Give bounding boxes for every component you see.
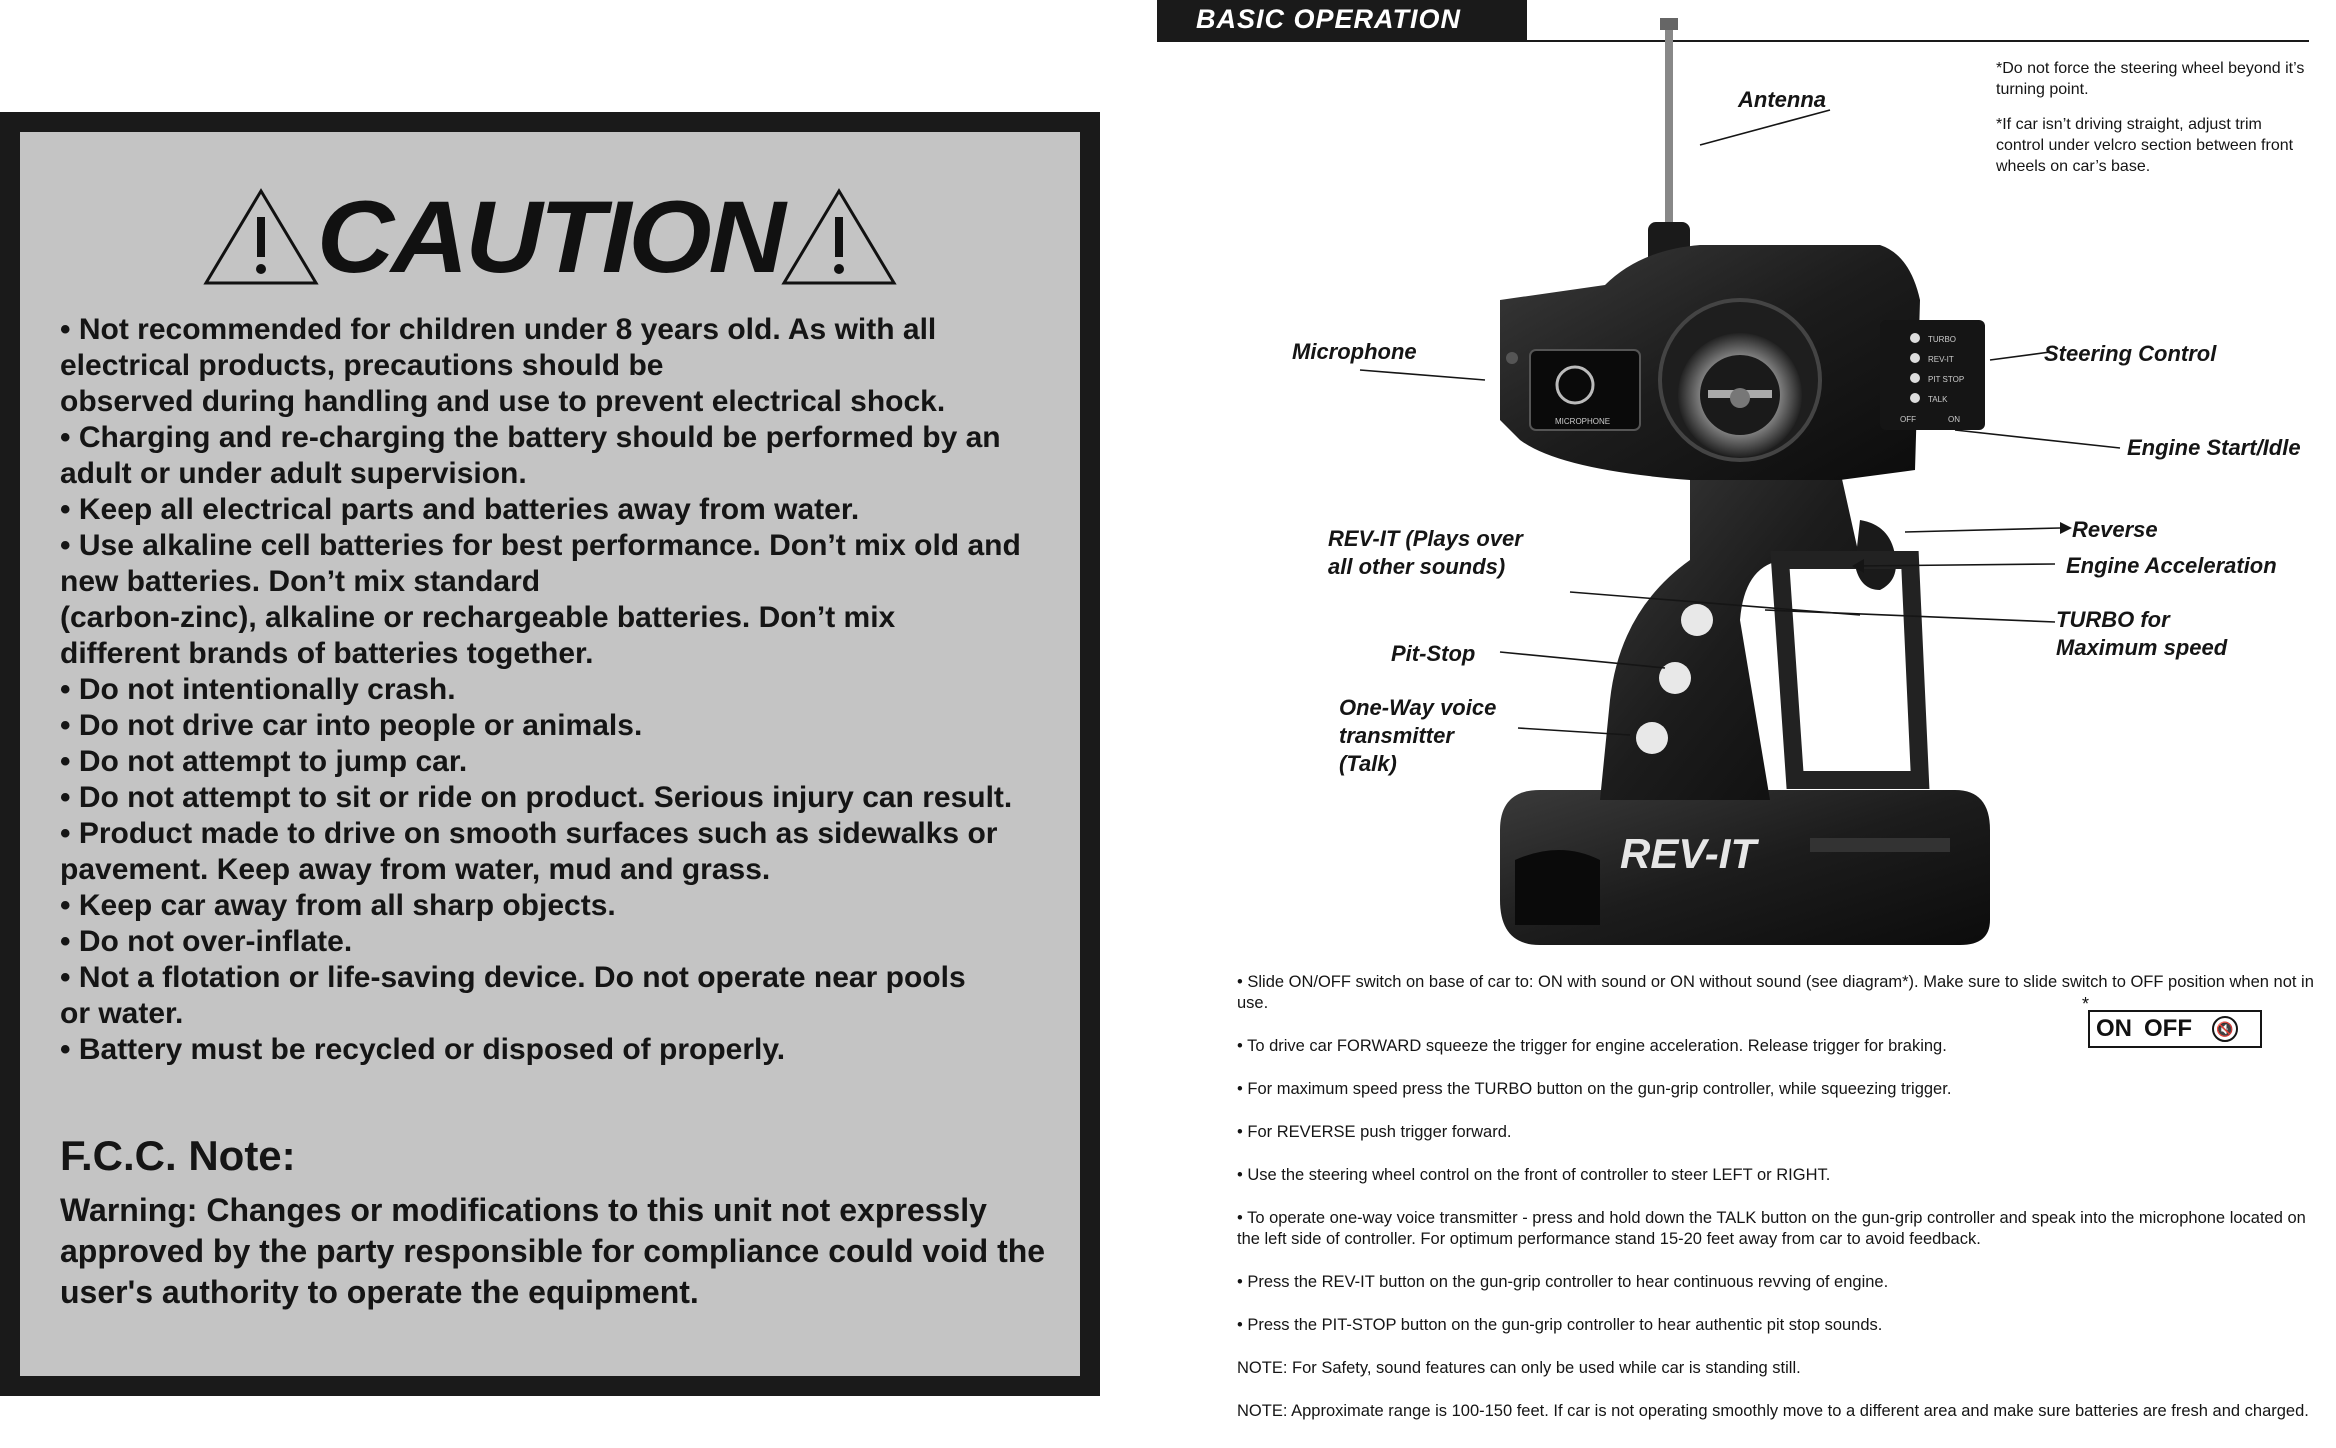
caution-item: • Not recommended for children under 8 years old. As with all electrical products, precautions should be observed during handling and use to prevent electrical shock. xyxy=(60,313,946,418)
callout-steering-control: Steering Control xyxy=(2044,341,2217,366)
caution-title: CAUTION xyxy=(317,180,783,294)
switch-on-label: ON xyxy=(2096,1015,2132,1042)
indicator-label: TALK xyxy=(1928,395,1948,404)
engine-switch-off-label: OFF xyxy=(1900,415,1916,424)
caution-item: • Do not intentionally crash. xyxy=(60,673,456,706)
brand-logo: REV-IT xyxy=(1620,830,1757,877)
callout-reverse: Reverse xyxy=(2072,517,2158,542)
caution-item: • Use alkaline cell batteries for best performance. Don’t mix old and new batteries. Don’t mix standard (carbon-zinc), alkaline or rechargeable batteries. Don’t mix different brands of batteries together. xyxy=(60,529,1021,670)
controller-base xyxy=(1500,790,1990,945)
indicator-label: PIT STOP xyxy=(1928,375,1965,384)
callout-microphone: Microphone xyxy=(1292,339,1417,364)
callout-turbo: TURBO for Maximum speed xyxy=(2056,607,2228,660)
fcc-note-title: F.C.C. Note: xyxy=(60,1132,296,1179)
instruction-item: NOTE: Approximate range is 100-150 feet. If car is not operating smoothly move to a different area and make sure batteries are fresh and charged. xyxy=(1237,1402,2309,1420)
pit-stop-button xyxy=(1659,662,1691,694)
indicator-label: TURBO xyxy=(1928,335,1956,344)
antenna-graphic xyxy=(1648,18,1690,272)
instruction-item: • Press the REV-IT button on the gun-grip controller to hear continuous revving of engine. xyxy=(1237,1273,1889,1291)
callout-one-way-voice: One-Way voice transmitter (Talk) xyxy=(1339,695,1497,776)
side-note: *If car isn’t driving straight, adjust trim control under velcro section between front wheels on car’s base. xyxy=(1996,116,2294,175)
caution-item: • Battery must be recycled or disposed of properly. xyxy=(60,1033,786,1066)
talk-button xyxy=(1636,722,1668,754)
callout-rev-it: REV-IT (Plays over all other sounds) xyxy=(1328,526,1523,579)
caution-item: • Keep car away from all sharp objects. xyxy=(60,889,616,922)
fcc-note-body: Warning: Changes or modifications to this unit not expressly approved by the party responsible for compliance could void the user's authority to operate the equipment. xyxy=(60,1192,1046,1310)
instruction-item: • For REVERSE push trigger forward. xyxy=(1237,1123,1512,1141)
controller-grip xyxy=(1600,470,1860,800)
engine-switch-on-label: ON xyxy=(1948,415,1960,424)
instruction-item: NOTE: For Safety, sound features can only be used while car is standing still. xyxy=(1237,1359,1801,1377)
switch-asterisk: * xyxy=(2082,994,2090,1014)
instruction-item: • Use the steering wheel control on the front of controller to steer LEFT or RIGHT. xyxy=(1237,1166,1831,1184)
caution-item: • Do not over-inflate. xyxy=(60,925,353,958)
caution-item: • Charging and re-charging the battery should be performed by an adult or under adult supervision. xyxy=(60,421,1001,490)
callout-engine-acceleration: Engine Acceleration xyxy=(2066,553,2277,578)
microphone-panel-label: MICROPHONE xyxy=(1555,417,1611,426)
instruction-item: • Press the PIT-STOP button on the gun-grip controller to hear authentic pit stop sounds. xyxy=(1237,1316,1883,1334)
indicator-label: REV-IT xyxy=(1928,355,1954,364)
controller-body xyxy=(1500,245,1985,480)
caution-item: • Not a flotation or life-saving device. Do not operate near pools or water. xyxy=(60,961,966,1030)
side-note: *Do not force the steering wheel beyond it’s turning point. xyxy=(1996,60,2305,98)
caution-item: • Do not drive car into people or animals. xyxy=(60,709,643,742)
side-notes xyxy=(1996,58,2306,191)
caution-item: • Keep all electrical parts and batteries away from water. xyxy=(60,493,860,526)
callout-antenna: Antenna xyxy=(1738,87,1826,112)
rev-it-button xyxy=(1681,604,1713,636)
callout-pit-stop: Pit-Stop xyxy=(1391,641,1476,666)
caution-item: • Product made to drive on smooth surfaces such as sidewalks or pavement. Keep away from water, mud and grass. xyxy=(60,817,998,886)
on-off-switch-diagram xyxy=(2088,1010,2262,1048)
section-title: BASIC OPERATION xyxy=(1196,4,1462,34)
instruction-item: • To drive car FORWARD squeeze the trigger for engine acceleration. Release trigger for braking. xyxy=(1237,1037,1947,1055)
caution-item: • Do not attempt to jump car. xyxy=(60,745,468,778)
instruction-item: • Slide ON/OFF switch on base of car to: ON with sound or ON without sound (see diagram*). Make sure to slide switch to OFF position when not in use. xyxy=(1237,973,2314,1012)
switch-off-label: OFF xyxy=(2144,1015,2192,1042)
callout-engine-start: Engine Start/Idle xyxy=(2127,435,2301,460)
caution-item: • Do not attempt to sit or ride on product. Serious injury can result. xyxy=(60,781,1013,814)
mute-speaker-icon: 🔇 xyxy=(2212,1016,2238,1042)
instruction-item: • For maximum speed press the TURBO button on the gun-grip controller, while squeezing trigger. xyxy=(1237,1080,1952,1098)
grip-frame xyxy=(1780,560,1920,780)
instruction-item: • To operate one-way voice transmitter - press and hold down the TALK button on the gun-grip controller and speak into the microphone located on the left side of controller. For optimum performance stand 15-20 feet away from car to avoid feedback. xyxy=(1237,1209,2306,1248)
